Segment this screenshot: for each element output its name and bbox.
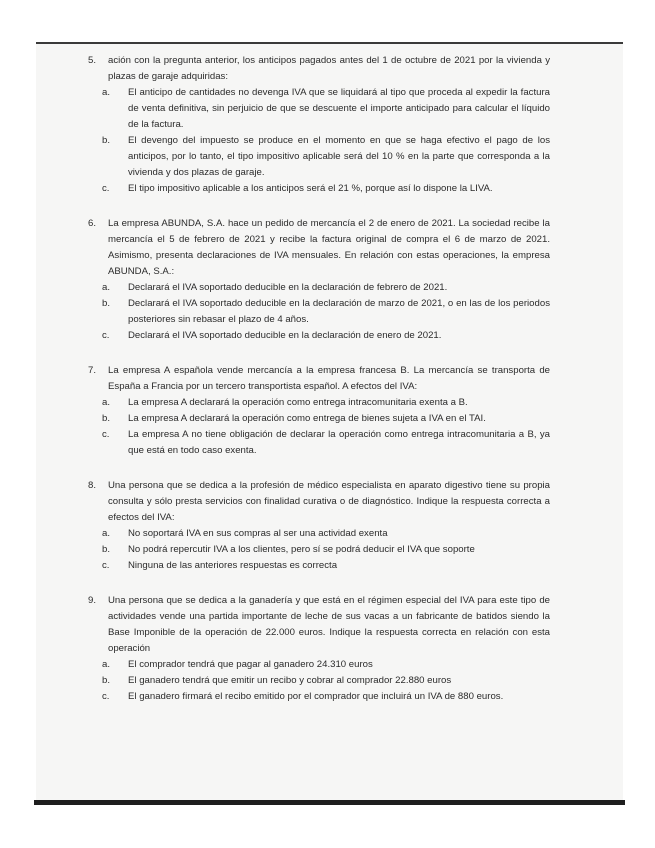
option-text: No soportará IVA en sus compras al ser una actividad exenta	[128, 528, 388, 539]
question-6	[88, 216, 550, 344]
option-text: El tipo impositivo aplicable a los anticipos será el 21 %, porque así lo dispone la LIVA.	[128, 183, 493, 194]
option-letter: a.	[102, 397, 111, 408]
question-number: 9.	[88, 595, 97, 606]
option-letter: c.	[102, 330, 110, 341]
option-letter: a.	[102, 282, 111, 293]
option-letter: b.	[102, 298, 111, 309]
question-9	[88, 593, 550, 705]
option-c	[102, 328, 550, 344]
option-b	[102, 673, 550, 689]
answer-options	[102, 526, 550, 574]
question-stem: La empresa A española vende mercancía a la empresa francesa B. La mercancía se transporta de España a Francia por un tercero transportista español. A efectos del IVA:	[108, 365, 550, 392]
option-text: Declarará el IVA soportado deducible en la declaración de enero de 2021.	[128, 330, 442, 341]
option-a	[102, 395, 550, 411]
scan-bottom-edge	[34, 800, 625, 805]
option-c	[102, 558, 550, 574]
option-letter: c.	[102, 183, 110, 194]
option-letter: c.	[102, 560, 110, 571]
option-text: El ganadero tendrá que emitir un recibo y cobrar al comprador 22.880 euros	[128, 675, 452, 686]
option-text: El comprador tendrá que pagar al ganadero 24.310 euros	[128, 659, 373, 670]
option-text: Ninguna de las anteriores respuestas es correcta	[128, 560, 338, 571]
option-letter: a.	[102, 659, 111, 670]
question-number: 8.	[88, 480, 97, 491]
question-stem: La empresa ABUNDA, S.A. hace un pedido de mercancía el 2 de enero de 2021. La sociedad recibe la mercancía el 5 de febrero de 2021 y recibe la factura original de compra el 6 de marzo de 2021. Asimismo, presenta declaraciones de IVA mensuales. En relación con estas operaciones, la empresa ABUNDA, S.A.:	[108, 218, 550, 277]
option-letter: b.	[102, 544, 111, 555]
option-letter: b.	[102, 675, 111, 686]
question-7	[88, 363, 550, 459]
option-c	[102, 181, 550, 197]
question-stem: Una persona que se dedica a la ganadería y que está en el régimen especial del IVA para este tipo de actividades vende una partida importante de leche de sus vacas a un fabricante de batidos siendo la Base Imponible de la operación de 22.000 euros. Indique la respuesta correcta en relación con esta operación	[108, 595, 550, 654]
option-letter: a.	[102, 528, 111, 539]
question-stem: ación con la pregunta anterior, los anticipos pagados antes del 1 de octubre de 2021 por la vivienda y plazas de garaje adquiridas:	[108, 55, 550, 82]
answer-options	[102, 280, 550, 344]
option-text: El ganadero firmará el recibo emitido por el comprador que incluirá un IVA de 880 euros.	[128, 691, 504, 702]
option-a	[102, 657, 550, 673]
option-text: No podrá repercutir IVA a los clientes, pero sí se podrá deducir el IVA que soporte	[128, 544, 475, 555]
option-text: La empresa A no tiene obligación de declarar la operación como entrega intracomunitaria a B, ya que está en todo caso exenta.	[128, 429, 550, 456]
option-a	[102, 280, 550, 296]
option-letter: c.	[102, 691, 110, 702]
option-text: El anticipo de cantidades no devenga IVA que se liquidará al tipo que proceda al expedir la factura de venta definitiva, sin perjuicio de que se descuente el importe anticipado para calcular el líquido de la factura.	[128, 87, 550, 130]
option-b	[102, 542, 550, 558]
option-b	[102, 296, 550, 328]
answer-options	[102, 657, 550, 705]
option-letter: c.	[102, 429, 110, 440]
answer-options	[102, 85, 550, 197]
option-c	[102, 689, 550, 705]
option-text: La empresa A declarará la operación como entrega intracomunitaria exenta a B.	[128, 397, 468, 408]
answer-options	[102, 395, 550, 459]
option-a	[102, 85, 550, 133]
option-a	[102, 526, 550, 542]
option-text: Declarará el IVA soportado deducible en la declaración de febrero de 2021.	[128, 282, 448, 293]
option-letter: b.	[102, 135, 111, 146]
option-letter: b.	[102, 413, 111, 424]
question-number: 5.	[88, 55, 97, 66]
option-letter: a.	[102, 87, 111, 98]
question-stem: Una persona que se dedica a la profesión de médico especialista en aparato digestivo tiene su propia consulta y sólo presta servicios con finalidad curativa o de diagnóstico. Indique la respuesta correcta a efectos del IVA:	[108, 480, 550, 523]
exam-questions	[88, 53, 550, 705]
option-text: Declarará el IVA soportado deducible en la declaración de marzo de 2021, o en las de los periodos posteriores sin rebasar el plazo de 4 años.	[128, 298, 550, 325]
option-c	[102, 427, 550, 459]
question-number: 7.	[88, 365, 97, 376]
option-b	[102, 133, 550, 181]
option-b	[102, 411, 550, 427]
option-text: La empresa A declarará la operación como entrega de bienes sujeta a IVA en el TAI.	[128, 413, 486, 424]
option-text: El devengo del impuesto se produce en el momento en que se haga efectivo el pago de los anticipos, por lo tanto, el tipo impositivo aplicable será del 10 % en la parte que corresponda a la vivienda y dos plazas de garaje.	[128, 135, 550, 178]
question-5	[88, 53, 550, 197]
question-number: 6.	[88, 218, 97, 229]
question-8	[88, 478, 550, 574]
